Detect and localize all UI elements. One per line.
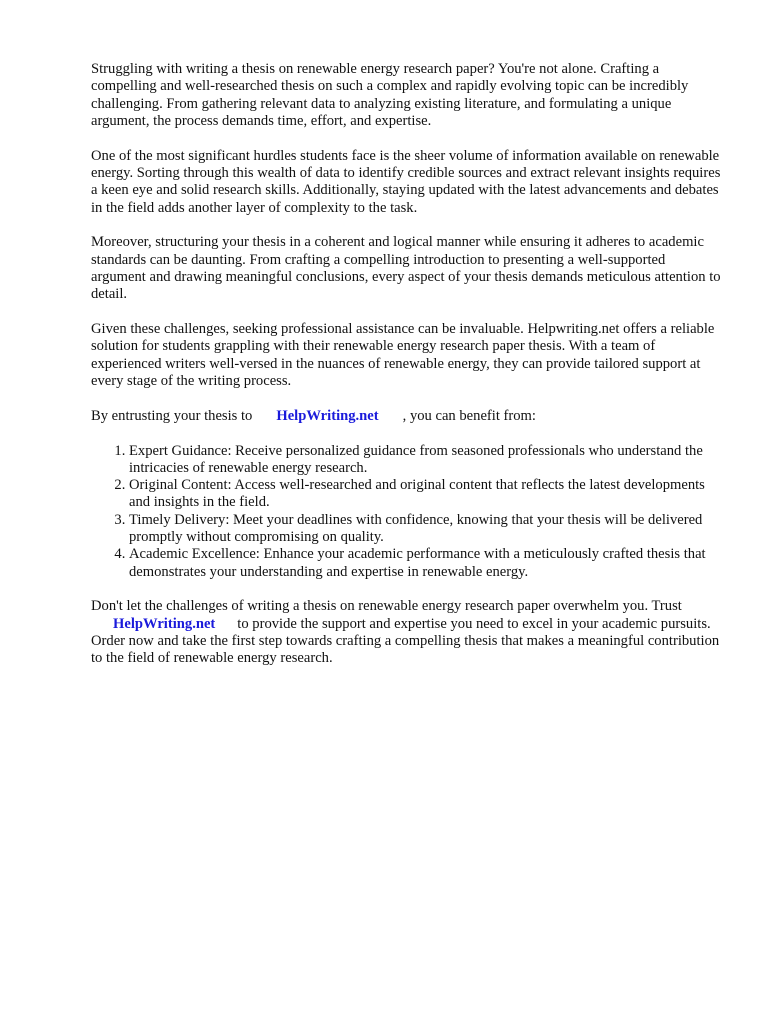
list-item: 3. Timely Delivery: Meet your deadlines with confidence, knowing that your thesis will be delivered promptly without compromising on quality. [129, 512, 721, 547]
helpwriting-link-closing[interactable]: HelpWriting.net [113, 615, 216, 632]
benefits-intro [91, 408, 721, 425]
benefits-intro-suffix: , you can benefit from: [402, 407, 536, 424]
closing-text: Don't let the challenges of writing a thesis on renewable energy research paper overwhelm you. Trust [91, 598, 682, 615]
paragraph-structure: Moreover, structuring your thesis in a coherent and logical manner while ensuring it adheres to academic standards can be daunting. From crafting a compelling introduction to presenting a well-supported argument and drawing meaningful conclusions, every aspect of your thesis demands meticulous attention to detail. [91, 234, 721, 303]
benefits-list [91, 443, 721, 581]
paragraph-closing [91, 598, 721, 667]
paragraph-hurdles: One of the most significant hurdles students face is the sheer volume of information available on renewable energy. Sorting through this wealth of data to identify credible sources and extract relevant insights requires a keen eye and solid research skills. Additionally, staying updated with the latest advancements and debates in the field adds another layer of complexity to the task. [91, 147, 721, 216]
helpwriting-link[interactable]: HelpWriting.net [276, 407, 379, 424]
document-body [91, 61, 721, 685]
list-item: 2. Original Content: Access well-researched and original content that reflects the latest developments and insights in the field. [129, 477, 721, 512]
closing-suffix: to provide the support and expertise you need to excel in your academic pursuits. Order now and take the first step towards crafting a compelling thesis that makes a meaningful contribution to the field of renewable energy research. [91, 615, 720, 667]
list-item: 1. Expert Guidance: Receive personalized guidance from seasoned professionals who understand the intricacies of renewable energy research. [129, 443, 721, 478]
paragraph-intro: Struggling with writing a thesis on renewable energy research paper? You're not alone. Crafting a compelling and well-researched thesis on such a complex and rapidly evolving topic can be incredibly challenging. From gathering relevant data to analyzing existing literature, and formulating a unique argument, the process demands time, effort, and expertise. [91, 61, 689, 129]
benefits-intro-text: By entrusting your thesis to [91, 407, 253, 424]
list-item: 4. Academic Excellence: Enhance your academic performance with a meticulously crafted thesis that demonstrates your understanding and expertise in renewable energy. [129, 546, 721, 581]
paragraph-assistance: Given these challenges, seeking professional assistance can be invaluable. Helpwriting.net offers a reliable solution for students grappling with their renewable energy research paper thesis. With a team of experienced writers well-versed in the nuances of renewable energy, they can provide tailored support at every stage of the writing process. [91, 321, 715, 389]
